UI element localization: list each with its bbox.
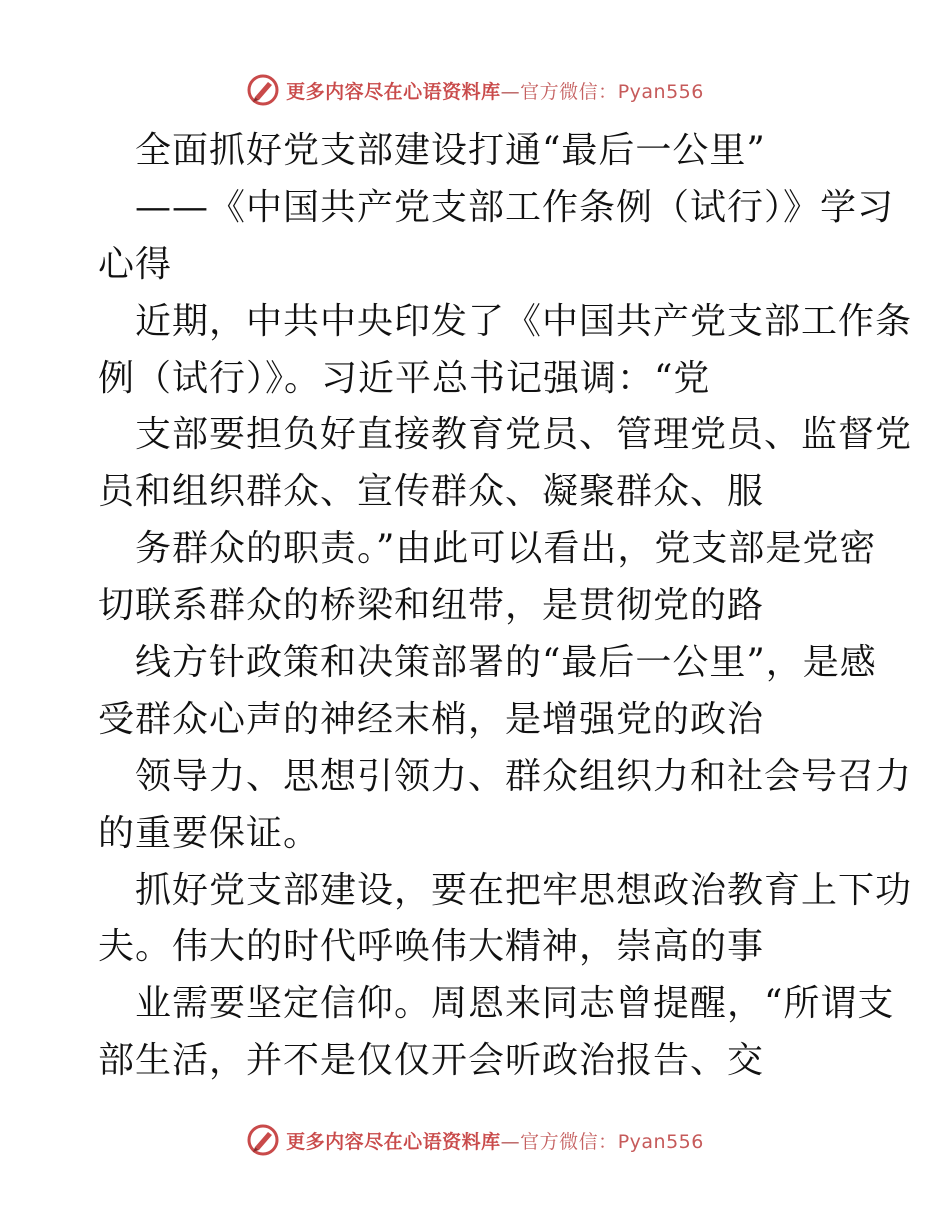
body-line: 抓好党支部建设，要在把牢思想政治教育上下功	[135, 869, 913, 911]
body-line: 员和组织群众、宣传群众、凝聚群众、服	[98, 471, 765, 513]
body-line: 业需要坚定信仰。周恩来同志曾提醒，“所谓支	[135, 983, 895, 1025]
body-line: 夫。伟大的时代呼唤伟大精神，崇高的事	[98, 926, 765, 968]
body-line: 部生活，并不是仅仅开会听政治报告、交	[98, 1040, 765, 1082]
footer-watermark	[0, 1120, 950, 1160]
watermark-contact-label: 官方微信：	[520, 1130, 618, 1153]
watermark-separator: —	[500, 80, 521, 103]
body-line: 领导力、思想引领力、群众组织力和社会号召力	[135, 755, 913, 797]
watermark-contact-id: Pyan556	[617, 1130, 704, 1153]
watermark-contact-label: 官方微信：	[520, 80, 618, 103]
watermark-separator: —	[500, 1130, 521, 1153]
header-watermark	[0, 70, 950, 110]
body-line: 的重要保证。	[98, 812, 321, 854]
body-line: 务群众的职责。”由此可以看出，党支部是党密	[135, 528, 877, 570]
body-line: 近期，中共中央印发了《中国共产党支部工作条	[135, 300, 913, 342]
watermark-brand: 更多内容尽在心语资料库	[286, 1130, 501, 1153]
watermark-contact-id: Pyan556	[617, 80, 704, 103]
body-line: 切联系群众的桥梁和纽带，是贯彻党的路	[98, 585, 765, 627]
watermark-brand: 更多内容尽在心语资料库	[286, 80, 501, 103]
body-line: 受群众心声的神经末梢，是增强党的政治	[98, 698, 765, 740]
pen-logo-icon	[246, 73, 280, 107]
pen-logo-icon	[246, 1123, 280, 1157]
body-line: 例（试行）》。习近平总书记强调：“党	[98, 357, 711, 399]
body-line: ——《中国共产党支部工作条例（试行）》学习	[135, 186, 895, 228]
body-line: 心得	[98, 243, 173, 285]
body-line: 线方针政策和决策部署的“最后一公里”，是感	[135, 642, 877, 684]
document-body	[98, 123, 913, 1090]
body-line: 支部要担负好直接教育党员、管理党员、监督党	[135, 414, 913, 456]
body-line: 全面抓好党支部建设打通“最后一公里”	[135, 130, 766, 171]
